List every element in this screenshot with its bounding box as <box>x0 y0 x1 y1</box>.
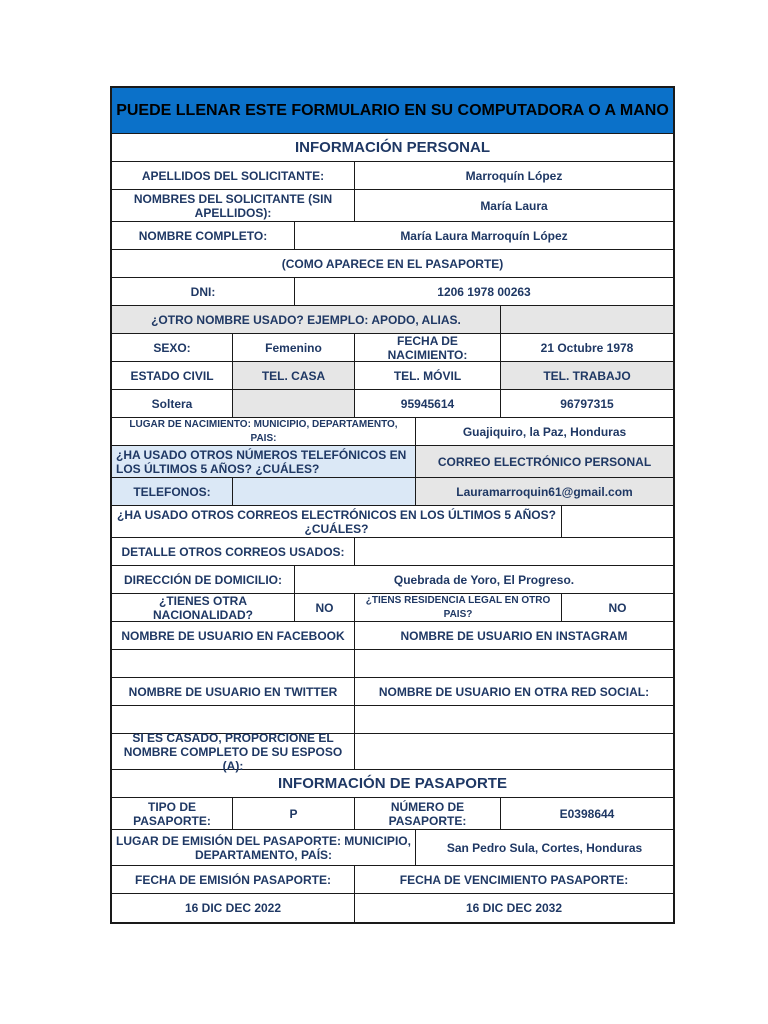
lugar-nacimiento-field[interactable]: Guajiquiro, la Paz, Honduras <box>416 418 673 446</box>
instagram-field[interactable] <box>355 650 673 678</box>
apellidos-label: APELLIDOS DEL SOLICITANTE: <box>112 162 355 190</box>
section-passport-title: INFORMACIÓN DE PASAPORTE <box>112 770 673 798</box>
facebook-field[interactable] <box>112 650 355 678</box>
esposo-field[interactable] <box>355 734 673 770</box>
dni-label: DNI: <box>112 278 295 306</box>
fecha-emision-label: FECHA DE EMISIÓN PASAPORTE: <box>112 866 355 894</box>
nombre-completo-field[interactable]: María Laura Marroquín López <box>295 222 673 250</box>
tel-casa-label: TEL. CASA <box>233 362 355 390</box>
detalle-correos-label: DETALLE OTROS CORREOS USADOS: <box>112 538 355 566</box>
tipo-pasaporte-label: TIPO DE PASAPORTE: <box>112 798 233 830</box>
tel-casa-field[interactable] <box>233 390 355 418</box>
otros-correos-label: ¿HA USADO OTROS CORREOS ELECTRÓNICOS EN LOS ÚLTIMOS 5 AÑOS? ¿CUÁLES? <box>112 506 562 538</box>
tipo-pasaporte-field[interactable]: P <box>233 798 355 830</box>
numero-pasaporte-label: NÚMERO DE PASAPORTE: <box>355 798 501 830</box>
otros-telefonos-label: ¿HA USADO OTROS NÚMEROS TELEFÓNICOS EN LOS ÚLTIMOS 5 AÑOS? ¿CUÁLES? <box>112 446 416 478</box>
otra-red-label: NOMBRE DE USUARIO EN OTRA RED SOCIAL: <box>355 678 673 706</box>
lugar-emision-field[interactable]: San Pedro Sula, Cortes, Honduras <box>416 830 673 866</box>
application-form <box>110 86 675 924</box>
otros-correos-field[interactable] <box>562 506 673 538</box>
twitter-label: NOMBRE DE USUARIO EN TWITTER <box>112 678 355 706</box>
nacionalidad-label: ¿TIENES OTRA NACIONALIDAD? <box>112 594 295 622</box>
dni-field[interactable]: 1206 1978 00263 <box>295 278 673 306</box>
fecha-vencimiento-field[interactable]: 16 DIC DEC 2032 <box>465 901 563 915</box>
tel-movil-field[interactable]: 95945614 <box>355 390 501 418</box>
fecha-vencimiento-label: FECHA DE VENCIMIENTO PASAPORTE: <box>355 866 673 894</box>
nacionalidad-field[interactable]: NO <box>295 594 355 622</box>
otro-nombre-label: ¿OTRO NOMBRE USADO? EJEMPLO: APODO, ALIAS. <box>112 306 501 334</box>
estado-civil-label: ESTADO CIVIL <box>112 362 233 390</box>
tel-trabajo-label: TEL. TRABAJO <box>501 362 673 390</box>
nombre-completo-label: NOMBRE COMPLETO: <box>112 222 295 250</box>
estado-civil-field[interactable]: Soltera <box>112 390 233 418</box>
tel-movil-label: TEL. MÓVIL <box>355 362 501 390</box>
domicilio-label: DIRECCIÓN DE DOMICILIO: <box>112 566 295 594</box>
lugar-nacimiento-label: LUGAR DE NACIMIENTO: MUNICIPIO, DEPARTAMENTO, PAIS: <box>112 418 416 446</box>
section-personal-title: INFORMACIÓN PERSONAL <box>112 134 673 162</box>
correo-field[interactable]: Lauramarroquin61@gmail.com <box>416 478 673 506</box>
domicilio-field[interactable]: Quebrada de Yoro, El Progreso. <box>295 566 673 594</box>
facebook-label: NOMBRE DE USUARIO EN FACEBOOK <box>112 622 355 650</box>
lugar-emision-label: LUGAR DE EMISIÓN DEL PASAPORTE: MUNICIPIO, DEPARTAMENTO, PAÍS: <box>112 830 416 866</box>
nombres-label: NOMBRES DEL SOLICITANTE (SIN APELLIDOS): <box>112 190 355 222</box>
nombres-field[interactable]: María Laura <box>355 190 673 222</box>
telefonos-field[interactable] <box>233 478 416 506</box>
instagram-label: NOMBRE DE USUARIO EN INSTAGRAM <box>355 622 673 650</box>
sexo-field[interactable]: Femenino <box>233 334 355 362</box>
fecha-nacimiento-label: FECHA DE NACIMIENTO: <box>355 334 501 362</box>
form-title: PUEDE LLENAR ESTE FORMULARIO EN SU COMPUTADORA O A MANO <box>112 88 673 134</box>
telefonos-label: TELEFONOS: <box>112 478 233 506</box>
numero-pasaporte-field[interactable]: E0398644 <box>501 798 673 830</box>
residencia-label: ¿TIENS RESIDENCIA LEGAL EN OTRO PAIS? <box>355 594 562 622</box>
sexo-label: SEXO: <box>112 334 233 362</box>
pasaporte-note: (COMO APARECE EN EL PASAPORTE) <box>112 250 673 278</box>
esposo-label: SI ES CASADO, PROPORCIONE EL NOMBRE COMPLETO DE SU ESPOSO (A): <box>112 734 355 770</box>
fecha-nacimiento-field[interactable]: 21 Octubre 1978 <box>501 334 673 362</box>
fecha-emision-field[interactable]: 16 DIC DEC 2022 <box>112 894 355 922</box>
correo-label: CORREO ELECTRÓNICO PERSONAL <box>416 446 673 478</box>
otro-nombre-field[interactable] <box>501 306 673 334</box>
detalle-correos-field[interactable] <box>355 538 673 566</box>
residencia-field[interactable]: NO <box>562 594 673 622</box>
tel-trabajo-field[interactable]: 96797315 <box>501 390 673 418</box>
otra-red-field[interactable] <box>355 706 673 734</box>
apellidos-field[interactable]: Marroquín López <box>355 162 673 190</box>
